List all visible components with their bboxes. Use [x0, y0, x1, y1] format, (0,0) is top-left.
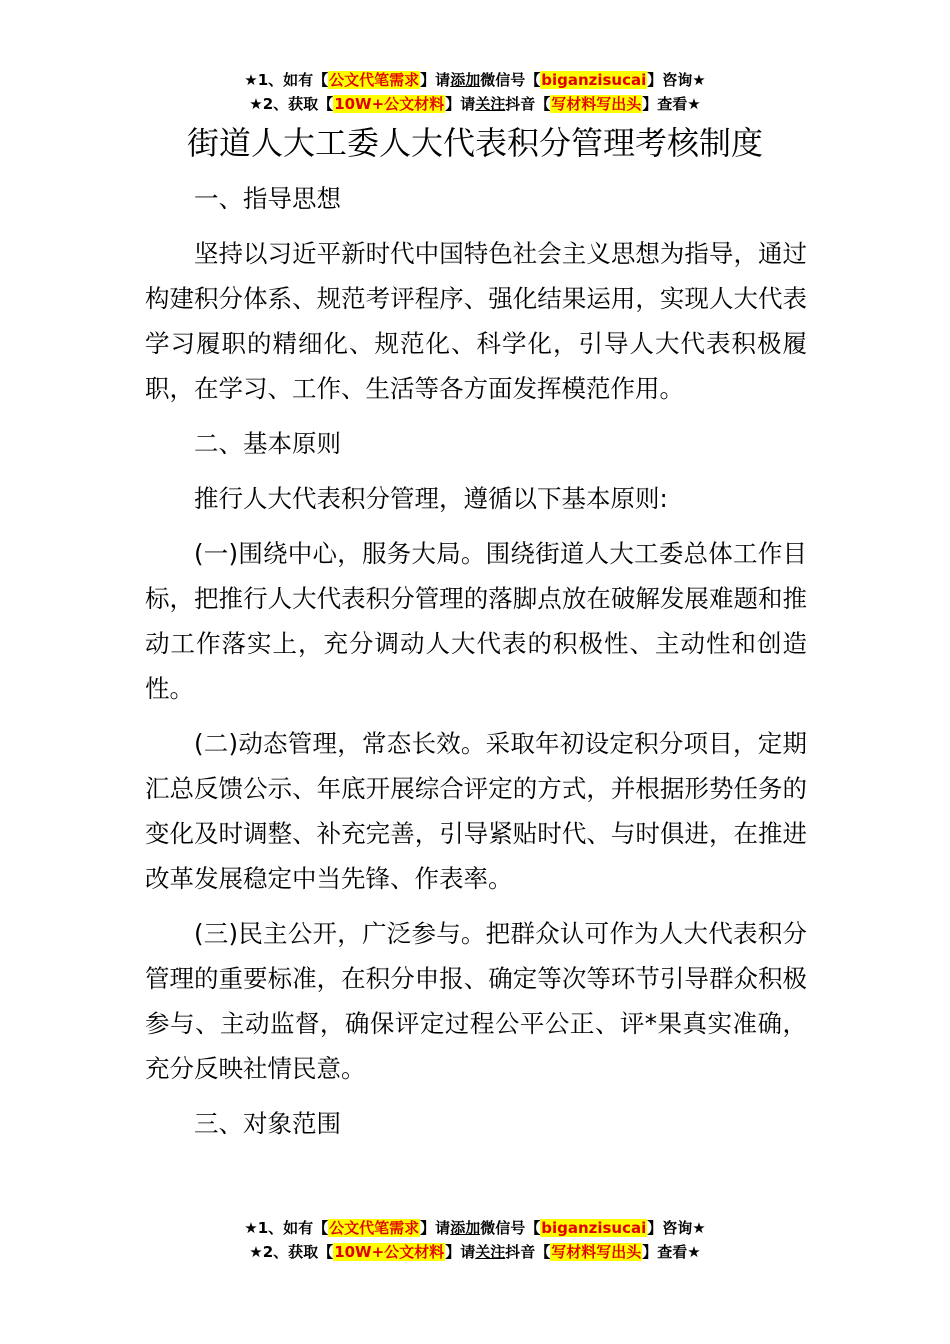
paragraph: (三)民主公开，广泛参与。把群众认可作为人大代表积分管理的重要标准，在积分申报、确定等次等环节引导群众积极参与、主动监督，确保评定过程公平公正、评*果真实准确，充分反映社情民意。 [145, 919, 807, 1083]
banner-text: ★2、获取【 [249, 1243, 334, 1261]
section-heading-2: 二、基本原则 [194, 429, 341, 458]
paragraph: 坚持以习近平新时代中国特色社会主义思想为指导，通过构建积分体系、规范考评程序、强化结果运用，实现人大代表学习履职的精细化、规范化、科学化，引导人大代表积极履职，在学习、工作、生活等各方面发挥模范作用。 [145, 239, 807, 403]
banner-line-1 [0, 1216, 950, 1240]
banner-text: ★1、如有【 [244, 71, 329, 89]
document-body [145, 176, 807, 1146]
banner-underline: 关注 [475, 95, 506, 113]
banner-text: ★2、获取【 [249, 95, 334, 113]
banner-highlight: 写材料写出头 [551, 95, 642, 113]
banner-highlight: 公文代笔需求 [329, 1219, 420, 1237]
banner-highlight: 10W+公文材料 [334, 1243, 445, 1261]
banner-highlight: biganzisucai [541, 1219, 647, 1237]
banner-line-2 [0, 92, 950, 116]
banner-text: 抖音【 [505, 95, 551, 113]
banner-text: 抖音【 [505, 1243, 551, 1261]
banner-text: 微信号【 [480, 71, 541, 89]
paragraph: (一)围绕中心，服务大局。围绕街道人大工委总体工作目标，把推行人大代表积分管理的落脚点放在破解发展难题和推动工作落实上，充分调动人大代表的积极性、主动性和创造性。 [145, 539, 807, 703]
footer-banner [0, 1216, 950, 1264]
banner-underline: 关注 [475, 1243, 506, 1261]
section-heading-1: 一、指导思想 [194, 184, 341, 213]
banner-text: 】请 [420, 1219, 451, 1237]
banner-text: 】查看★ [642, 1243, 701, 1261]
banner-text: 】咨询★ [647, 1219, 706, 1237]
section-heading-3: 三、对象范围 [194, 1109, 341, 1138]
document-title: 街道人大工委人大代表积分管理考核制度 [186, 124, 763, 162]
banner-underline: 添加 [450, 71, 481, 89]
banner-highlight: 公文代笔需求 [329, 71, 420, 89]
paragraph: 推行人大代表积分管理，遵循以下基本原则: [194, 484, 668, 513]
banner-text: 】咨询★ [647, 71, 706, 89]
banner-line-1 [0, 68, 950, 92]
banner-underline: 添加 [450, 1219, 481, 1237]
banner-text: 】请 [445, 1243, 476, 1261]
banner-line-2 [0, 1240, 950, 1264]
banner-text: ★1、如有【 [244, 1219, 329, 1237]
banner-text: 】请 [420, 71, 451, 89]
banner-highlight: biganzisucai [541, 71, 647, 89]
banner-text: 】查看★ [642, 95, 701, 113]
banner-text: 微信号【 [480, 1219, 541, 1237]
paragraph: (二)动态管理，常态长效。采取年初设定积分项目，定期汇总反馈公示、年底开展综合评定的方式，并根据形势任务的变化及时调整、补充完善，引导紧贴时代、与时俱进，在推进改革发展稳定中当先锋、作表率。 [145, 729, 807, 893]
header-banner [0, 68, 950, 116]
banner-highlight: 10W+公文材料 [334, 95, 445, 113]
banner-highlight: 写材料写出头 [551, 1243, 642, 1261]
banner-text: 】请 [445, 95, 476, 113]
